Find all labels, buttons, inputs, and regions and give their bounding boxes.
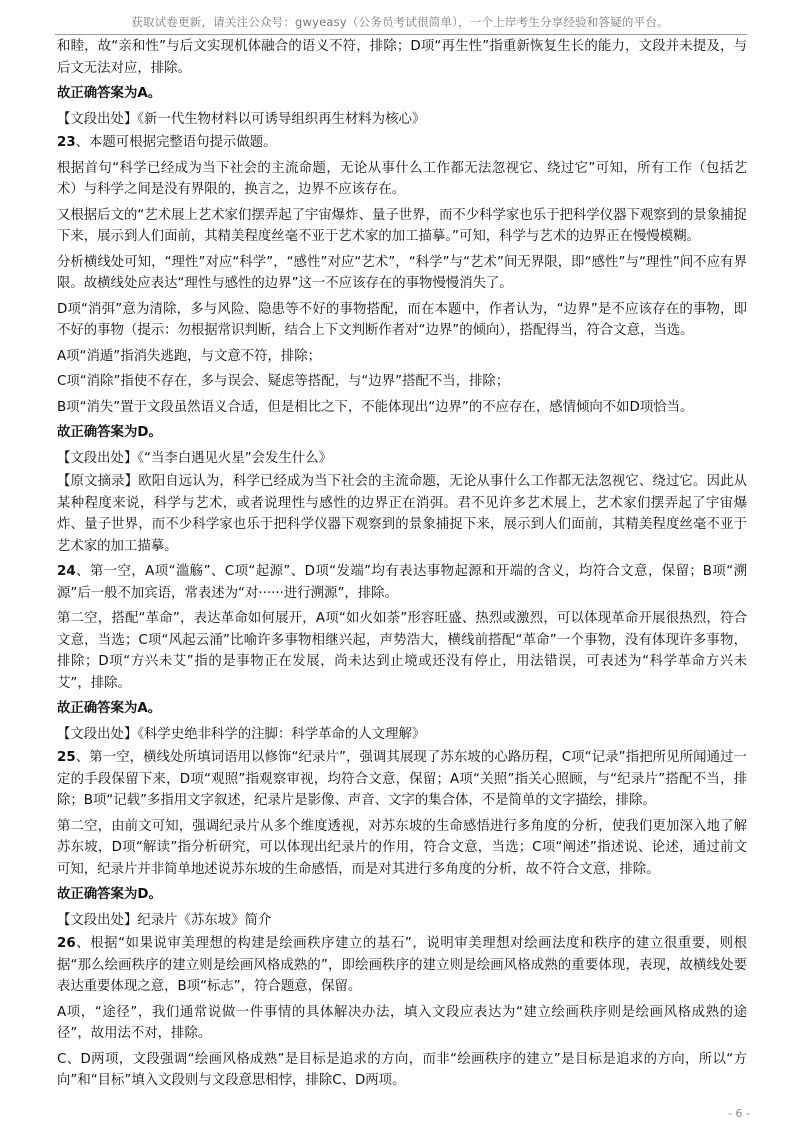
source-citation: 【文段出处】《“当李白遇见火星”会发生什么》 (57, 450, 332, 466)
question-number: 26 (57, 936, 76, 951)
header-divider (55, 34, 747, 35)
question-paragraph (57, 747, 747, 812)
explanation-paragraph: 和睦，故“亲和性”与后文实现机体融合的语义不符，排除；D项“再生性”指重新恢复生长的能力，文段并未提及，与后文无法对应，排除。 (57, 39, 747, 76)
explanation-paragraph: C、D两项，文段强调“绘画风格成熟”是目标是追求的方向，而非“绘画秩序的建立”是目标是追求的方向，所以“方向”和“目标”填入文段则与文段意思相悖，排除C、D两项。 (57, 1051, 747, 1088)
answer-line: 故正确答案为D。 (57, 425, 162, 440)
explanation-paragraph: A项，“途径”，我们通常说做一件事情的具体解决办法，填入文段应表达为“建立绘画秩序则是绘画风格成熟的途径”，故用法不对，排除。 (57, 1004, 747, 1041)
question-paragraph (57, 132, 747, 154)
explanation-paragraph: 【原文摘录】欧阳自远认为，科学已经成为当下社会的主流命题，无论从事什么工作都无法忽视它、绕过它。因此从某种程度来说，科学与艺术，或者说理性与感性的边界正在消弭。君不见许多艺术展上，艺术家们摆弄起了宇宙爆炸、量子世界，而不少科学家也乐于把科学仪器下观察到的景象捕捉下来，展示到人们面前，其精美程度丝毫不亚于艺术家的加工描摹。 (57, 474, 747, 554)
answer-line: 故正确答案为D。 (57, 887, 162, 902)
question-text: 、本题可根据完整语句提示做题。 (75, 135, 277, 150)
explanation-paragraph: B项“消失”置于文段虽然语义合适，但是相比之下，不能体现出“边界”的不应存在，感情倾向不如D项恰当。 (57, 399, 694, 415)
question-number: 25 (57, 750, 76, 765)
source-citation: 【文段出处】纪录片《苏东坡》简介 (57, 912, 272, 928)
source-citation: 【文段出处】《科学史绝非科学的注脚：科学革命的人文理解》 (57, 726, 426, 742)
page-number: - 6 - (728, 1107, 750, 1120)
document-body (57, 36, 747, 1096)
answer-line: 故正确答案为A。 (57, 701, 162, 716)
explanation-paragraph: 第二空，由前文可知，强调纪录片从多个维度透视，对苏东坡的生命感悟进行多角度的分析，使我们更加深入地了解苏东坡，D项“解读”指分析研究，可以体现出纪录片的作用，符合文意，当选；C项“阐述”指述说、论述，通过前文可知，纪录片并非简单地述说苏东坡的生命感悟，而是对其进行多角度的分析，故不符合文意，排除。 (57, 818, 747, 877)
question-number: 24 (57, 564, 76, 579)
question-text: 、第一空，A项“滥觞”、C项“起源”、D项“发端”均有表达事物起源和开端的含义，均符合文意，保留；B项“溯源”后一般不加宾语，常表述为“对······进行溯源”，排除。 (57, 564, 747, 601)
explanation-paragraph: C项“消除”指使不存在，多与误会、疑虑等搭配，与“边界”搭配不当，排除； (57, 374, 510, 389)
source-citation: 【文段出处】《新一代生物材料以可诱导组织再生材料为核心》 (57, 111, 426, 127)
explanation-paragraph: 第二空，搭配“革命”，表达革命如何展开，A项“如火如荼”形容旺盛、热烈或激烈，可以体现革命开展很热烈，符合文意，当选；C项“风起云涌”比喻许多事物相继兴起，声势浩大，横线前搭配“革命”一个事物，没有体现许多事物，排除；D项“方兴未艾”指的是事物正在发展，尚未达到止境或还没有停止，用法错误，可表述为“科学革命方兴未艾”，排除。 (57, 611, 747, 691)
question-number: 23 (57, 135, 76, 150)
explanation-paragraph: 根据首句“科学已经成为当下社会的主流命题，无论从事什么工作都无法忽视它、绕过它”可知，所有工作（包括艺术）与科学之间是没有界限的，换言之，边界不应该存在。 (57, 160, 747, 197)
answer-line: 故正确答案为A。 (57, 86, 162, 101)
question-text: 、第一空，横线处所填词语用以修饰“纪录片”，强调其展现了苏东坡的心路历程，C项“记录”指把所见所闻通过一定的手段保留下来，D项“观照”指观察审视，均符合文意，保留；A项“关照”指关心照顾，与“纪录片”搭配不当，排除；B项“记载”多指用文字叙述，纪录片是影像、声音、文字的集合体，不是简单的文字描绘，排除。 (57, 750, 747, 808)
question-paragraph (57, 561, 747, 604)
question-paragraph (57, 933, 747, 998)
explanation-paragraph: D项“消弭”意为清除，多与风险、隐患等不好的事物搭配，而在本题中，作者认为，“边界”是不应该存在的事物，即不好的事物（提示：勿根据常识判断，结合上下文判断作者对“边界”的倾向），搭配得当，符合文意，当选。 (57, 301, 747, 338)
page-header: 获取试卷更新，请关注公众号：gwyeasy（公务员考试很简单），一个上岸考生分享经验和答疑的平台。 (131, 15, 669, 29)
explanation-paragraph: 又根据后文的“艺术展上艺术家们摆弄起了宇宙爆炸、量子世界，而不少科学家也乐于把科学仪器下观察到的景象捕捉下来，展示到人们面前，其精美程度丝毫不亚于艺术家的加工描摹。”可知，科学与艺术的边界正在慢慢模糊。 (57, 207, 747, 244)
question-text: 、根据“如果说审美理想的构建是绘画秩序建立的基石”，说明审美理想对绘画法度和秩序的建立很重要，则根据“那么绘画秩序的建立则是绘画风格成熟的”，即绘画秩序的建立则是绘画风格成熟的重要体现，表现，故横线处要表达重要体现之意，B项“标志”，符合题意，保留。 (57, 936, 747, 994)
explanation-paragraph: 分析横线处可知，“理性”对应“科学”，“感性”对应“艺术”，“科学”与“艺术”间无界限，即“感性”与“理性”间不应有界限。故横线处应表达“理性与感性的边界”这一不应该存在的事物慢慢消失了。 (57, 254, 747, 291)
explanation-paragraph: A项“消遁”指消失逃跑，与文意不符，排除； (57, 348, 322, 364)
